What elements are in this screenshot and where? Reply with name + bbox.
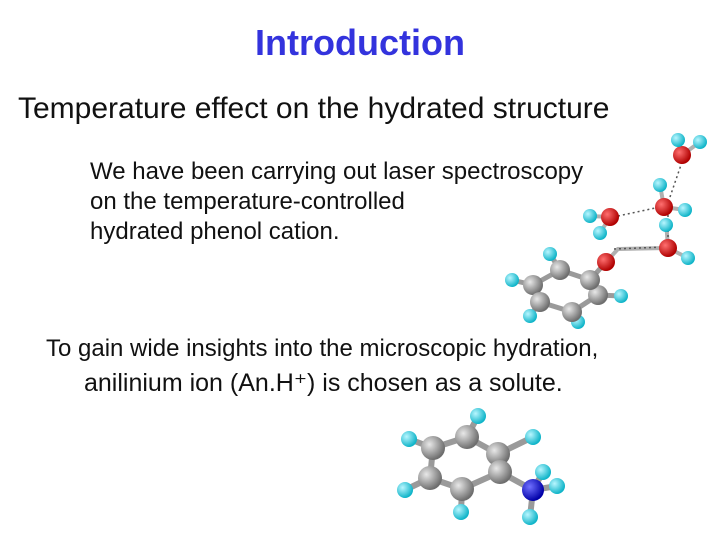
intro-paragraph-line-1: We have been carrying out laser spectroscopy bbox=[90, 158, 584, 185]
intro-paragraph-line-3: hydrated phenol cation. bbox=[90, 218, 340, 245]
slide-subtitle: Temperature effect on the hydrated structure bbox=[18, 92, 610, 125]
hydrated-phenol-cation-model bbox=[490, 130, 710, 330]
slide-title: Introduction bbox=[255, 22, 465, 63]
anilinium-ion-model bbox=[380, 400, 580, 536]
aim-paragraph bbox=[46, 332, 598, 400]
aim-paragraph-line-2: anilinium ion (An.H⁺) is chosen as a solute. bbox=[84, 369, 563, 397]
aim-paragraph-line-1: To gain wide insights into the microscopic hydration, bbox=[46, 335, 599, 362]
intro-paragraph-line-2: on the temperature-controlled bbox=[90, 188, 405, 215]
